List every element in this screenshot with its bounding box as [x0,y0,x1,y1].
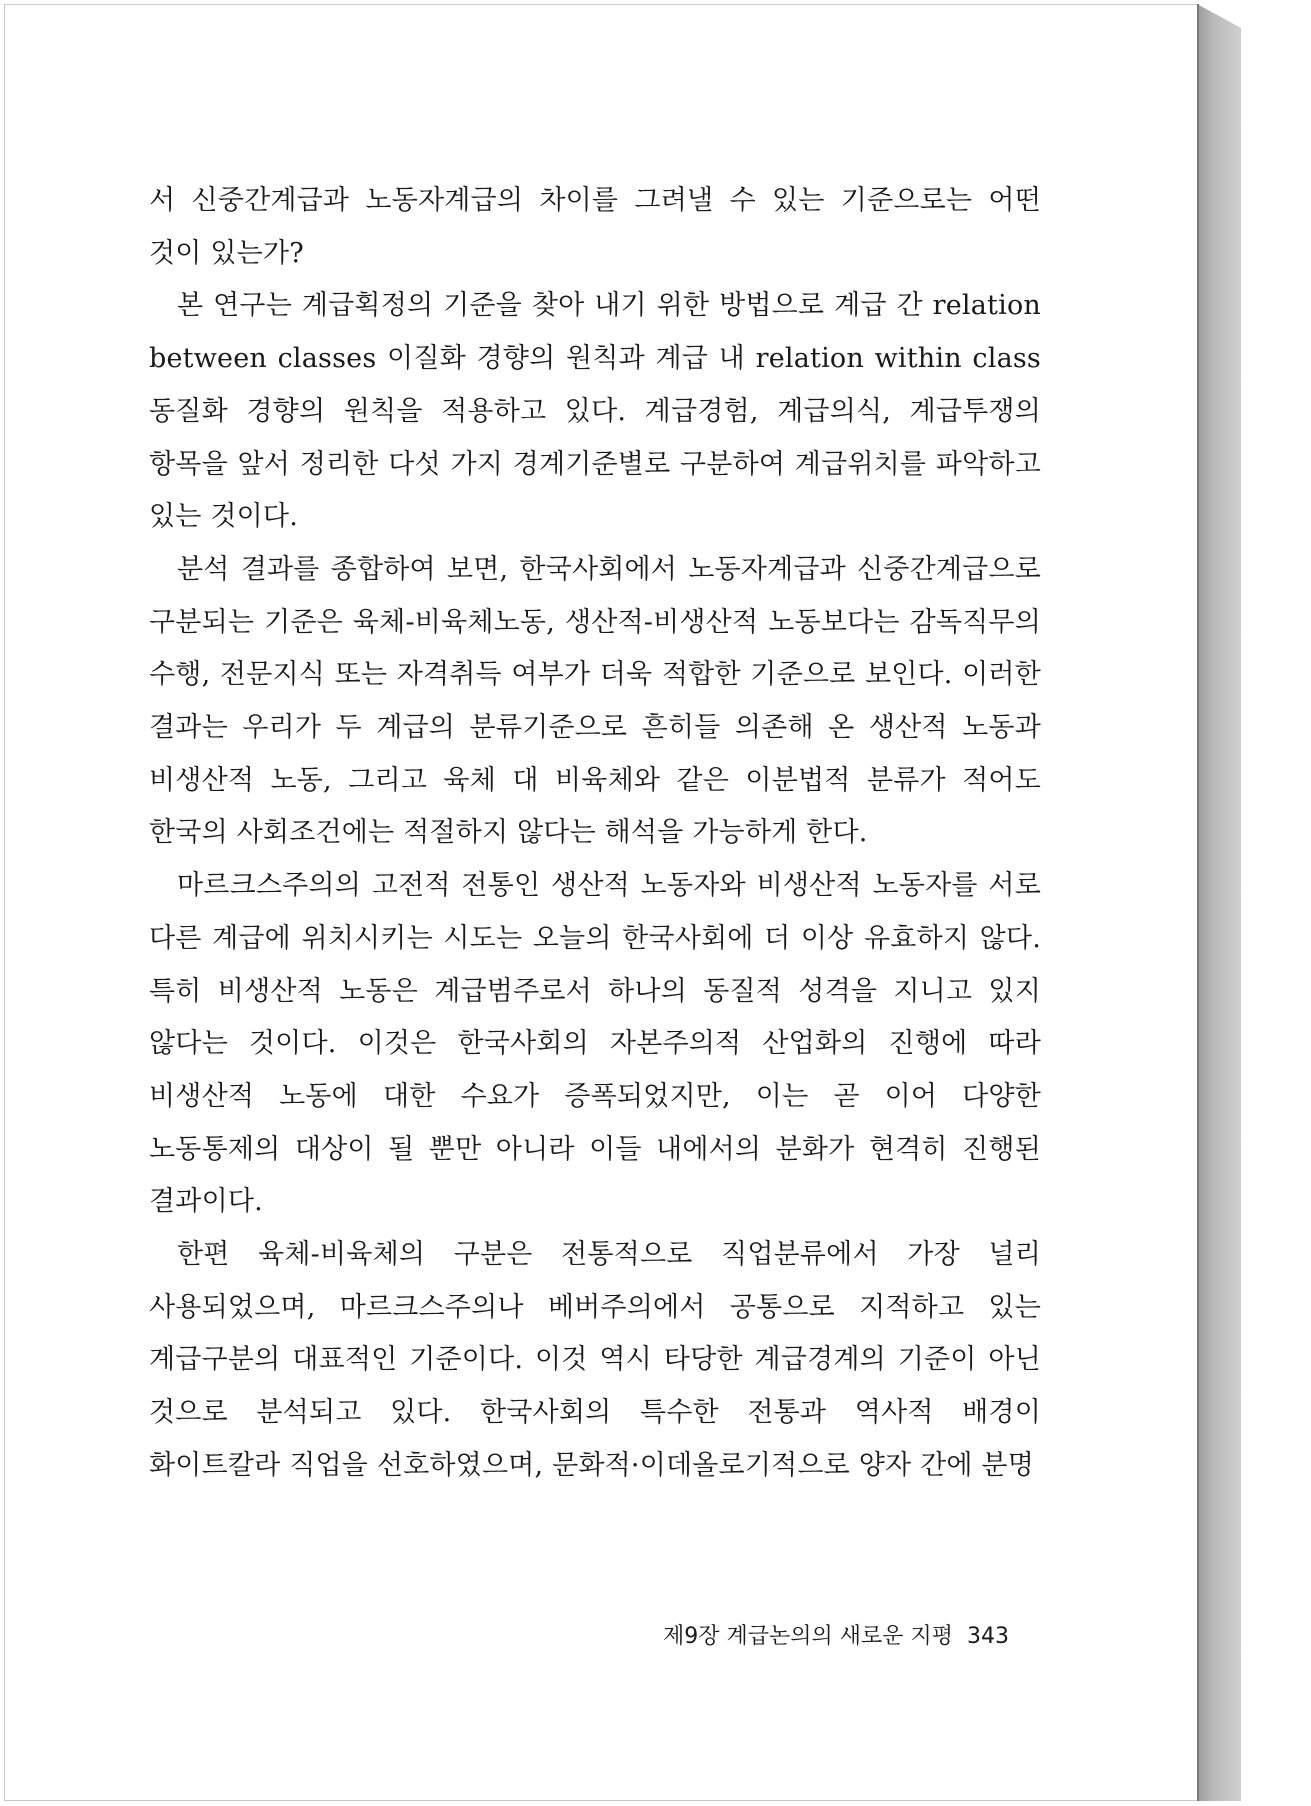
running-footer [619,1619,1009,1650]
paragraph-marxist-tradition: 마르크스주의의 고전적 전통인 생산적 노동자와 비생산적 노동자를 서로 다른 계급에 위치시키는 시도는 오늘의 한국사회에 더 이상 유효하지 않다. 특히 비생산적 노동은 계급범주로서 하나의 동질적 성격을 지니고 있지 않다는 것이다. 이것은 한국사회의 자본주의적 산업화의 진행에 따라 비생산적 노동에 대한 수요가 증폭되었지만, 이는 곧 이어 다양한 노동통제의 대상이 될 뿐만 아니라 이들 내에서의 분화가 현격히 진행된 결과이다. [149,870,1041,1218]
paragraph-manual-nonmanual: 한편 육체-비육체의 구분은 전통적으로 직업분류에서 가장 널리 사용되었으며, 마르크스주의나 베버주의에서 공통으로 지적하고 있는 계급구분의 대표적인 기준이다. 이것 역시 타당한 계급경계의 기준이 아닌 것으로 분석되고 있다. 한국사회의 특수한 전통과 역사적 배경이 화이트칼라 직업을 선호하였으며, 문화적·이데올로기적으로 양자 간에 분명 [149,1239,1041,1481]
running-title: 제9장 계급논의의 새로운 지평 [662,1624,953,1649]
body-text [149,175,1041,1493]
paragraph-continuation: 서 신중간계급과 노동자계급의 차이를 그려낼 수 있는 기준으로는 어떤 것이 있는가? [149,185,1041,269]
page-number: 343 [967,1624,1009,1649]
page-edge-shadow [1197,4,1241,1801]
page-edge-line [1197,4,1199,1801]
paragraph-method: 본 연구는 계급획정의 기준을 찾아 내기 위한 방법으로 계급 간 relation between classes 이질화 경향의 원칙과 계급 내 relation within class 동질화 경향의 원칙을 적용하고 있다. 계급경험, 계급의식, 계급투쟁의 항목을 앞서 정리한 다섯 가지 경계기준별로 구분하여 계급위치를 파악하고 있는 것이다. [149,290,1041,533]
book-page [4,4,1199,1801]
paragraph-analysis-result: 분석 결과를 종합하여 보면, 한국사회에서 노동자계급과 신중간계급으로 구분되는 기준은 육체-비육체노동, 생산적-비생산적 노동보다는 감독직무의 수행, 전문지식 또는 자격취득 여부가 더욱 적합한 기준으로 보인다. 이러한 결과는 우리가 두 계급의 분류기준으로 흔히들 의존해 온 생산적 노동과 비생산적 노동, 그리고 육체 대 비육체와 같은 이분법적 분류가 적어도 한국의 사회조건에는 적절하지 않다는 해석을 가능하게 한다. [149,553,1041,849]
